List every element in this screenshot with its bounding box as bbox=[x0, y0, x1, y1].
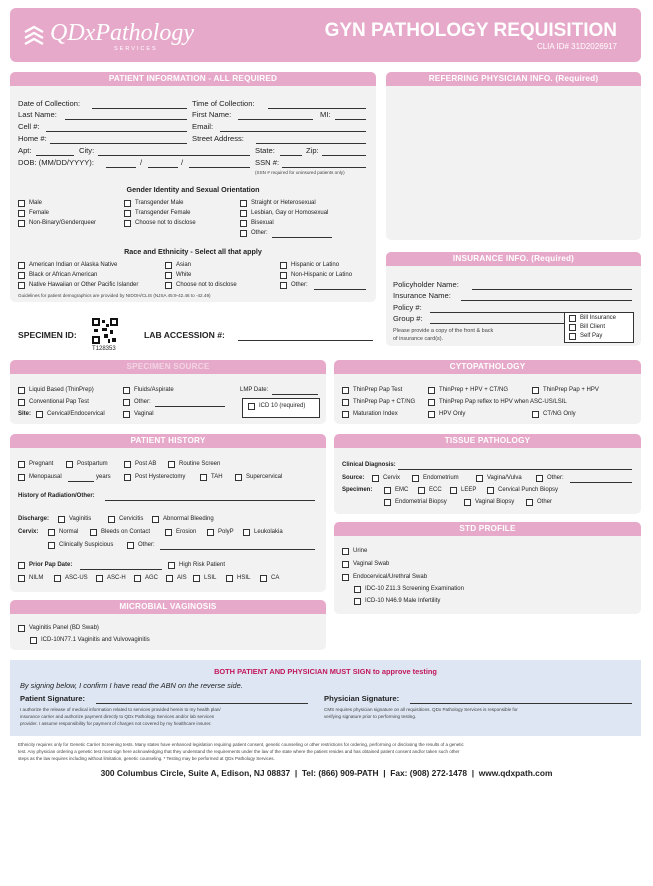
lmp-date-label: LMP Date: bbox=[240, 387, 269, 393]
label-endocervical-swab: Endocervical/Urethral Swab bbox=[353, 574, 428, 580]
label-source-other: Other: bbox=[134, 399, 151, 405]
logo-subtitle: SERVICES bbox=[114, 46, 158, 52]
checkbox-asch[interactable] bbox=[96, 575, 103, 582]
checkbox-ais[interactable] bbox=[166, 575, 173, 582]
checkbox-fluids[interactable] bbox=[123, 387, 130, 394]
dob-sep1: / bbox=[140, 158, 143, 167]
label-specimen-other: Other bbox=[537, 499, 553, 505]
cervix-other-field[interactable] bbox=[160, 549, 315, 550]
label-lsil: LSIL bbox=[204, 575, 217, 581]
label-vaginal-swab: Vaginal Swab bbox=[353, 561, 390, 567]
mi-field[interactable] bbox=[335, 119, 366, 120]
cell-field[interactable] bbox=[46, 131, 187, 132]
checkbox-maturation[interactable] bbox=[342, 411, 349, 418]
page-title: GYN PATHOLOGY REQUISITION bbox=[324, 20, 617, 41]
insurance-note1: Please provide a copy of the front & back bbox=[393, 328, 494, 334]
specimen-source-panel bbox=[10, 360, 326, 424]
patient-signature-field[interactable] bbox=[96, 703, 308, 704]
label-orientation-other: Other: bbox=[251, 230, 268, 236]
checkbox-am-indian[interactable] bbox=[18, 262, 25, 269]
label-urine: Urine bbox=[353, 548, 368, 554]
checkbox-nilm[interactable] bbox=[18, 575, 25, 582]
label-hawaiian: Native Hawaiian or Other Pacific Islander bbox=[29, 282, 139, 288]
checkbox-lesbian-gay[interactable] bbox=[240, 210, 247, 217]
checkbox-self-pay[interactable] bbox=[569, 333, 576, 340]
tissue-pathology-panel bbox=[334, 434, 641, 514]
home-label: Home #: bbox=[18, 134, 47, 143]
specimen-source-title: SPECIMEN SOURCE bbox=[10, 360, 326, 374]
label-straight: Straight or Heterosexual bbox=[251, 200, 316, 206]
checkbox-pregnant[interactable] bbox=[18, 461, 25, 468]
label-bleeds-contact: Bleeds on Contact bbox=[101, 529, 151, 535]
footer-note-2: test. Any physician ordering a genetic test must sign here acknowledging that they understand the requirements under the law of the state where the patient resides and has obtained patient consent and/or taken such other bbox=[18, 749, 460, 754]
label-race-nodisclose: Choose not to disclose bbox=[176, 282, 237, 288]
checkbox-non-hispanic[interactable] bbox=[280, 272, 287, 279]
label-male: Male bbox=[29, 200, 43, 206]
label-ecc: ECC bbox=[429, 487, 442, 493]
signature-title: BOTH PATIENT AND PHYSICIAN MUST SIGN to approve testing bbox=[214, 667, 437, 676]
label-hispanic: Hispanic or Latino bbox=[291, 262, 340, 268]
dob-label: DOB: (MM/DD/YYYY): bbox=[18, 158, 94, 167]
label-vagina-vulva: Vagina/Vulva bbox=[487, 475, 522, 481]
checkbox-hpv-only[interactable] bbox=[428, 411, 435, 418]
checkbox-male[interactable] bbox=[18, 200, 25, 207]
checkbox-race-other[interactable] bbox=[280, 282, 287, 289]
logo-icon bbox=[22, 24, 46, 48]
label-high-risk: High Risk Patient bbox=[179, 562, 226, 568]
city-field[interactable] bbox=[98, 155, 250, 156]
ssn-field[interactable] bbox=[282, 167, 366, 168]
physician-auth-text-1: CMS requires physician signature on all requisitions. QDx Pathology Services is responsible for bbox=[324, 707, 518, 712]
email-field[interactable] bbox=[220, 131, 366, 132]
label-vaginal: Vaginal bbox=[134, 411, 154, 417]
checkbox-black[interactable] bbox=[18, 272, 25, 279]
last-name-field[interactable] bbox=[65, 119, 187, 120]
guidelines-note: Guidelines for patient demographics are provided by NIDOH/CLIS (NJSA 45:9-42.46 to -42.49) bbox=[18, 293, 211, 298]
label-abnormal-bleeding: Abnormal Bleeding bbox=[163, 516, 214, 522]
first-name-label: First Name: bbox=[192, 110, 232, 119]
label-clinically-suspicious: Clinically Suspicious bbox=[59, 542, 114, 548]
barcode-icon bbox=[92, 318, 118, 344]
checkbox-erosion[interactable] bbox=[165, 529, 172, 536]
checkbox-specimen-other[interactable] bbox=[526, 499, 533, 506]
checkbox-thinprep-ctng[interactable] bbox=[342, 399, 349, 406]
label-thinprep-hpv-ctng: ThinPrep + HPV + CT/NG bbox=[439, 387, 509, 393]
checkbox-ctng-only[interactable] bbox=[532, 411, 539, 418]
specimen-code: T128353 bbox=[92, 346, 116, 352]
label-cervix: Cervix bbox=[383, 475, 401, 481]
checkbox-ascus[interactable] bbox=[54, 575, 61, 582]
checkbox-bill-client[interactable] bbox=[569, 324, 576, 331]
state-field[interactable] bbox=[280, 155, 302, 156]
checkbox-icd-n771[interactable] bbox=[30, 637, 37, 644]
race-other-field[interactable] bbox=[314, 289, 366, 290]
checkbox-thinprep-pap[interactable] bbox=[342, 387, 349, 394]
checkbox-supercervical[interactable] bbox=[235, 474, 242, 481]
logo-text: QDxPathology bbox=[50, 20, 194, 46]
label-maturation: Maturation Index bbox=[353, 411, 398, 417]
zip-label: Zip: bbox=[306, 146, 319, 155]
insurance-note2: of insurance card(s). bbox=[393, 336, 444, 342]
zip-field[interactable] bbox=[322, 155, 366, 156]
header-banner bbox=[10, 8, 641, 62]
ssn-note: (SSN # required for uninsured patients only) bbox=[255, 170, 345, 175]
checkbox-abnormal-bleeding[interactable] bbox=[152, 516, 159, 523]
label-leukolakia: Leukolakia bbox=[254, 529, 283, 535]
label-tah: TAH bbox=[211, 474, 223, 480]
checkbox-endocervical-swab[interactable] bbox=[342, 574, 349, 581]
time-collection-field[interactable] bbox=[268, 108, 366, 109]
label-cervicitis: Cervicitis bbox=[119, 516, 144, 522]
dob-month-field[interactable] bbox=[106, 167, 136, 168]
cell-label: Cell #: bbox=[18, 122, 40, 131]
street-label: Street Address: bbox=[192, 134, 244, 143]
checkbox-hispanic[interactable] bbox=[280, 262, 287, 269]
label-am-indian: American Indian or Alaska Native bbox=[29, 262, 118, 268]
label-emc: EMC bbox=[395, 487, 409, 493]
checkbox-vaginitis-panel[interactable] bbox=[18, 625, 25, 632]
checkbox-polyp[interactable] bbox=[207, 529, 214, 536]
last-name-label: Last Name: bbox=[18, 110, 57, 119]
label-ca: CA bbox=[271, 575, 280, 581]
icd10-box[interactable] bbox=[242, 398, 320, 418]
label-black: Black or African American bbox=[29, 272, 98, 278]
patient-signature-label: Patient Signature: bbox=[20, 694, 85, 703]
checkbox-emc[interactable] bbox=[384, 487, 391, 494]
patient-info-title: PATIENT INFORMATION - ALL REQUIRED bbox=[10, 72, 376, 86]
label-icd10: ICD 10 (required) bbox=[259, 403, 306, 409]
checkbox-race-nodisclose[interactable] bbox=[165, 282, 172, 289]
label-race-other: Other: bbox=[291, 282, 308, 288]
label-cervix-other: Other: bbox=[138, 542, 155, 548]
cytopathology-panel bbox=[334, 360, 641, 424]
billing-box bbox=[564, 312, 634, 343]
checkbox-vaginal-biopsy[interactable] bbox=[464, 499, 471, 506]
checkbox-vaginitis[interactable] bbox=[58, 516, 65, 523]
label-female: Female bbox=[29, 210, 50, 216]
checkbox-idc-z113[interactable] bbox=[354, 586, 361, 593]
checkbox-straight[interactable] bbox=[240, 200, 247, 207]
label-vaginal-biopsy: Vaginal Biopsy bbox=[475, 499, 515, 505]
mi-label: MI: bbox=[320, 110, 331, 119]
checkbox-postpartum[interactable] bbox=[66, 461, 73, 468]
label-years: years bbox=[96, 474, 111, 480]
label-routine-screen: Routine Screen bbox=[179, 461, 221, 467]
first-name-field[interactable] bbox=[238, 119, 313, 120]
checkbox-routine-screen[interactable] bbox=[168, 461, 175, 468]
label-trans-female: Transgender Female bbox=[135, 210, 191, 216]
checkbox-conventional-pap[interactable] bbox=[18, 399, 25, 406]
insurance-panel bbox=[386, 252, 641, 346]
label-leep: LEEP bbox=[461, 487, 477, 493]
label-hsil: HSIL bbox=[237, 575, 251, 581]
label-tissue-other: Other: bbox=[547, 475, 564, 481]
label-cervical: Cervical/Endocervical bbox=[47, 411, 105, 417]
label-endometrium: Endometrium bbox=[423, 475, 459, 481]
label-thinprep-pap: ThinPrep Pap Test bbox=[353, 387, 403, 393]
checkbox-source-other[interactable] bbox=[123, 399, 130, 406]
date-collection-field[interactable] bbox=[92, 108, 187, 109]
footer-address: 300 Columbus Circle, Suite A, Edison, NJ 08837 | Tel: (866) 909-PATH | Fax: (908) 272-1478 | www.qdxpath.com bbox=[100, 768, 553, 778]
home-field[interactable] bbox=[50, 143, 187, 144]
checkbox-leukolakia[interactable] bbox=[243, 529, 250, 536]
referring-physician-panel[interactable] bbox=[386, 72, 641, 240]
label-liquid-based: Liquid Based (ThinPrep) bbox=[29, 387, 94, 393]
label-thinprep-ctng: ThinPrep Pap + CT/NG bbox=[353, 399, 416, 405]
checkbox-gender-nodisclose[interactable] bbox=[124, 220, 131, 227]
checkbox-female[interactable] bbox=[18, 210, 25, 217]
footer-note-3: steps as the law requires including without limitation, genetic counseling. * Testing may be performed at QDx Pathology Services. bbox=[18, 756, 275, 761]
label-white: White bbox=[176, 272, 192, 278]
signature-panel bbox=[10, 660, 641, 736]
tissue-specimen-label: Specimen: bbox=[342, 487, 373, 493]
label-non-hispanic: Non-Hispanic or Latino bbox=[291, 272, 353, 278]
insurance-title: INSURANCE INFO. (Required) bbox=[386, 252, 641, 266]
checkbox-ca[interactable] bbox=[260, 575, 267, 582]
discharge-label: Discharge: bbox=[18, 516, 50, 522]
clia-id: CLIA ID# 31D2026917 bbox=[536, 42, 617, 51]
label-asch: ASC-H bbox=[107, 575, 126, 581]
email-label: Email: bbox=[192, 122, 214, 131]
policyholder-field[interactable] bbox=[472, 289, 632, 290]
label-bill-client: Bill Client bbox=[580, 324, 606, 330]
policy-label: Policy #: bbox=[393, 303, 422, 312]
checkbox-asian[interactable] bbox=[165, 262, 172, 269]
checkbox-white[interactable] bbox=[165, 272, 172, 279]
specimen-id-label: SPECIMEN ID: bbox=[18, 330, 77, 340]
checkbox-bill-insurance[interactable] bbox=[569, 315, 576, 322]
patient-history-title: PATIENT HISTORY bbox=[10, 434, 326, 448]
label-ais: AIS bbox=[177, 575, 187, 581]
checkbox-post-ab[interactable] bbox=[124, 461, 131, 468]
std-profile-panel bbox=[334, 522, 641, 614]
label-bill-insurance: Bill Insurance bbox=[580, 315, 617, 321]
cervix-label: Cervix: bbox=[18, 529, 39, 535]
label-polyp: PolyP bbox=[218, 529, 234, 535]
checkbox-trans-female[interactable] bbox=[124, 210, 131, 217]
label-icd-n469: ICD-10 N46.9 Male Infertility bbox=[365, 598, 441, 604]
checkbox-leep[interactable] bbox=[450, 487, 457, 494]
city-label: City: bbox=[79, 146, 95, 155]
group-label: Group #: bbox=[393, 314, 423, 323]
patient-auth-text-1: I authorize the release of medical information related to services provided herein to my health plan/ bbox=[20, 707, 221, 712]
checkbox-post-hysterectomy[interactable] bbox=[124, 474, 131, 481]
patient-history-panel bbox=[10, 434, 326, 592]
label-vaginitis: Vaginitis bbox=[69, 516, 92, 522]
ssn-label: SSN #: bbox=[255, 158, 280, 167]
checkbox-agc[interactable] bbox=[134, 575, 141, 582]
label-self-pay: Self Pay bbox=[580, 333, 603, 339]
label-gender-nodisclose: Choose not to disclose bbox=[135, 220, 196, 226]
label-nonbinary: Non-Binary/Genderqueer bbox=[29, 220, 97, 226]
checkbox-tah[interactable] bbox=[200, 474, 207, 481]
microbial-panel bbox=[10, 600, 326, 650]
checkbox-hawaiian[interactable] bbox=[18, 282, 25, 289]
tissue-other-field[interactable] bbox=[570, 482, 632, 483]
patient-auth-text-2: insurance carrier and authorize payment directly to QDx Pathology Services and/or lab services bbox=[20, 714, 215, 719]
std-profile-title: STD PROFILE bbox=[334, 522, 641, 536]
apt-label: Apt: bbox=[18, 146, 32, 155]
checkbox-normal[interactable] bbox=[48, 529, 55, 536]
date-collection-label: Date of Collection: bbox=[18, 99, 81, 108]
checkbox-cervical-punch[interactable] bbox=[487, 487, 494, 494]
menopausal-years-field[interactable] bbox=[68, 481, 94, 482]
abn-text: By signing below, I confirm I have read the ABN on the reverse side. bbox=[20, 681, 243, 690]
checkbox-bleeds-contact[interactable] bbox=[90, 529, 97, 536]
microbial-title: MICROBIAL VAGINOSIS bbox=[10, 600, 326, 614]
label-fluids: Fluids/Aspirate bbox=[134, 387, 174, 393]
checkbox-vaginal-swab[interactable] bbox=[342, 561, 349, 568]
race-title: Race and Ethnicity - Select all that apply bbox=[124, 247, 262, 256]
checkbox-cervix[interactable] bbox=[372, 475, 379, 482]
label-endometrial-biopsy: Endometrial Biopsy bbox=[395, 499, 447, 505]
street-field[interactable] bbox=[256, 143, 366, 144]
tissue-pathology-title: TISSUE PATHOLOGY bbox=[334, 434, 641, 448]
checkbox-vagina-vulva[interactable] bbox=[476, 475, 483, 482]
apt-field[interactable] bbox=[36, 155, 74, 156]
time-collection-label: Time of Collection: bbox=[192, 99, 255, 108]
orientation-other-field[interactable] bbox=[272, 237, 332, 238]
checkbox-endometrium[interactable] bbox=[412, 475, 419, 482]
label-menopausal: Menopausal bbox=[29, 474, 62, 480]
clinical-diagnosis-label: Clinical Diagnosis: bbox=[342, 462, 396, 468]
footer-note-1: Ethnicity requires only for Genetic Carrier Screening tests. Many states have enhanced legislation requiring patient consent, genetic counseling or other restrictions for ordering, performing or disclosing the results of a genetic bbox=[18, 742, 464, 747]
prior-pap-label: Prior Pap Date: bbox=[29, 562, 73, 568]
label-conventional-pap: Conventional Pap Test bbox=[29, 399, 89, 405]
lab-accession-label: LAB ACCESSION #: bbox=[144, 330, 225, 340]
label-lesbian-gay: Lesbian, Gay or Homosexual bbox=[251, 210, 329, 216]
label-bisexual: Bisexual bbox=[251, 220, 274, 226]
label-reflex-hpv: ThinPrep Pap reflex to HPV when ASC-US/LSIL bbox=[439, 399, 567, 405]
checkbox-liquid-based[interactable] bbox=[18, 387, 25, 394]
checkbox-tissue-other[interactable] bbox=[536, 475, 543, 482]
policy-field[interactable] bbox=[430, 312, 580, 313]
checkbox-nonbinary[interactable] bbox=[18, 220, 25, 227]
checkbox-ecc[interactable] bbox=[418, 487, 425, 494]
checkbox-thinprep-hpv-ctng[interactable] bbox=[428, 387, 435, 394]
clinical-diagnosis-field[interactable] bbox=[398, 469, 632, 470]
label-erosion: Erosion bbox=[176, 529, 197, 535]
label-hpv-only: HPV Only bbox=[439, 411, 466, 417]
label-nilm: NILM bbox=[29, 575, 44, 581]
insurance-name-field[interactable] bbox=[461, 300, 632, 301]
prior-pap-field[interactable] bbox=[80, 569, 162, 570]
state-label: State: bbox=[255, 146, 275, 155]
referring-title: REFERRING PHYSICIAN INFO. (Required) bbox=[386, 72, 641, 86]
dob-day-field[interactable] bbox=[148, 167, 178, 168]
group-field[interactable] bbox=[430, 323, 580, 324]
checkbox-icd10[interactable] bbox=[248, 403, 255, 410]
checkbox-icd-n469[interactable] bbox=[354, 598, 361, 605]
label-supercervical: Supercervical bbox=[246, 474, 283, 480]
checkbox-orientation-other[interactable] bbox=[240, 230, 247, 237]
label-post-hysterectomy: Post Hysterectomy bbox=[135, 474, 186, 480]
physician-auth-text-2: verifying signature prior to performing testing. bbox=[324, 714, 417, 719]
label-vaginitis-panel: Vaginitis Panel (BD Swab) bbox=[29, 625, 99, 631]
label-normal: Normal bbox=[59, 529, 79, 535]
checkbox-hsil[interactable] bbox=[226, 575, 233, 582]
checkbox-trans-male[interactable] bbox=[124, 200, 131, 207]
gender-title: Gender Identity and Sexual Orientation bbox=[126, 185, 260, 194]
label-idc-z113: IDC-10 Z11.3 Screening Examination bbox=[365, 586, 464, 592]
dob-year-field[interactable] bbox=[189, 167, 250, 168]
label-agc: AGC bbox=[145, 575, 159, 581]
label-pregnant: Pregnant bbox=[29, 461, 54, 467]
insurance-name-label: Insurance Name: bbox=[393, 291, 451, 300]
checkbox-prior-pap[interactable] bbox=[18, 562, 25, 569]
dob-sep2: / bbox=[181, 158, 184, 167]
policyholder-label: Policyholder Name: bbox=[393, 280, 459, 289]
label-thinprep-pap-hpv: ThinPrep Pap + HPV bbox=[543, 387, 599, 393]
label-icd-n771: ICD-10N77.1 Vaginitis and Vulvovaginitis bbox=[41, 637, 150, 643]
label-asian: Asian bbox=[176, 262, 192, 268]
checkbox-high-risk[interactable] bbox=[168, 562, 175, 569]
label-ascus: ASC-US bbox=[65, 575, 88, 581]
label-post-ab: Post AB bbox=[135, 461, 157, 467]
physician-signature-field[interactable] bbox=[410, 703, 632, 704]
lmp-date-field[interactable] bbox=[272, 394, 318, 395]
patient-auth-text-3: provider. I assume responsibility for payment of charges not covered by my healthcare insurer. bbox=[20, 721, 212, 726]
checkbox-cervix-other[interactable] bbox=[127, 542, 134, 549]
checkbox-lsil[interactable] bbox=[193, 575, 200, 582]
source-other-field[interactable] bbox=[155, 406, 225, 407]
label-cervical-punch: Cervical Punch Biopsy bbox=[498, 487, 559, 493]
physician-signature-label: Physician Signature: bbox=[324, 694, 400, 703]
label-postpartum: Postpartum bbox=[77, 461, 108, 467]
label-ctng-only: CT/NG Only bbox=[543, 411, 576, 417]
label-trans-male: Transgender Male bbox=[135, 200, 184, 206]
checkbox-clinically-suspicious[interactable] bbox=[48, 542, 55, 549]
radiation-field[interactable] bbox=[105, 500, 315, 501]
checkbox-cervical[interactable] bbox=[36, 411, 43, 418]
radiation-label: History of Radiation/Other: bbox=[18, 493, 95, 499]
checkbox-bisexual[interactable] bbox=[240, 220, 247, 227]
checkbox-vaginal[interactable] bbox=[123, 411, 130, 418]
lab-accession-field[interactable] bbox=[238, 340, 373, 341]
cytopathology-title: CYTOPATHOLOGY bbox=[334, 360, 641, 374]
tissue-source-label: Source: bbox=[342, 475, 365, 481]
site-label: Site: bbox=[18, 411, 32, 417]
checkbox-urine[interactable] bbox=[342, 548, 349, 555]
checkbox-menopausal[interactable] bbox=[18, 474, 25, 481]
checkbox-reflex-hpv[interactable] bbox=[428, 399, 435, 406]
checkbox-endometrial-biopsy[interactable] bbox=[384, 499, 391, 506]
checkbox-cervicitis[interactable] bbox=[108, 516, 115, 523]
checkbox-thinprep-pap-hpv[interactable] bbox=[532, 387, 539, 394]
patient-info-panel bbox=[10, 72, 376, 302]
